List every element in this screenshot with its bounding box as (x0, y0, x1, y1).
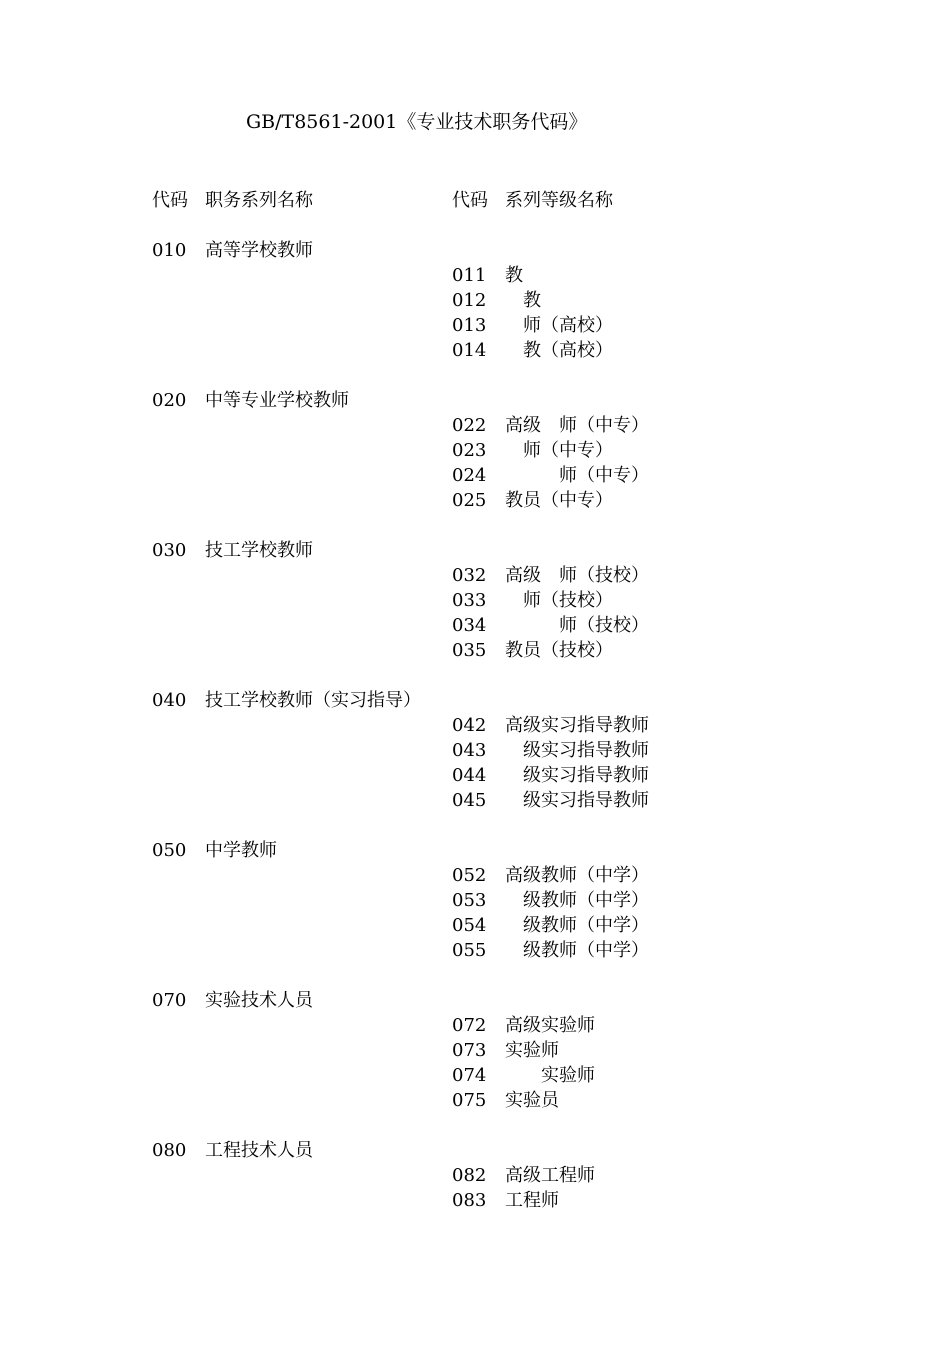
series-name: 工程技术人员 (205, 1140, 313, 1161)
level-name: 工程师 (505, 1190, 559, 1211)
series-code: 040 (152, 690, 187, 711)
level-code: 075 (452, 1090, 487, 1111)
level-name: 级实习指导教师 (505, 765, 649, 786)
level-name: 教员（中专） (505, 490, 613, 511)
level-name: 教 (505, 290, 541, 311)
level-code: 082 (452, 1165, 487, 1186)
level-code: 045 (452, 790, 487, 811)
level-name: 高级实验师 (505, 1015, 595, 1036)
series-name: 中学教师 (205, 840, 277, 861)
level-code: 044 (452, 765, 487, 786)
level-code: 033 (452, 590, 487, 611)
level-name: 师（中专） (505, 465, 649, 486)
series-code: 030 (152, 540, 187, 561)
level-code: 032 (452, 565, 487, 586)
level-code: 043 (452, 740, 487, 761)
level-code: 022 (452, 415, 487, 436)
header-name-left: 职务系列名称 (205, 190, 313, 211)
header-code-right: 代码 (452, 190, 488, 211)
level-name: 级实习指导教师 (505, 790, 649, 811)
level-code: 011 (452, 265, 487, 286)
level-code: 072 (452, 1015, 487, 1036)
level-name: 教员（技校） (505, 640, 613, 661)
level-name: 高级工程师 (505, 1165, 595, 1186)
series-name: 技工学校教师（实习指导） (205, 690, 421, 711)
level-code: 025 (452, 490, 487, 511)
level-code: 074 (452, 1065, 487, 1086)
level-code: 023 (452, 440, 487, 461)
level-name: 高级实习指导教师 (505, 715, 649, 736)
header-name-right: 系列等级名称 (505, 190, 613, 211)
document-title: GB/T8561-2001《专业技术职务代码》 (246, 111, 588, 133)
level-name: 师（技校） (505, 590, 613, 611)
level-name: 级实习指导教师 (505, 740, 649, 761)
level-name: 实验师 (505, 1065, 595, 1086)
level-name: 教 (505, 265, 523, 286)
series-name: 中等专业学校教师 (205, 390, 349, 411)
header-code-left: 代码 (152, 190, 188, 211)
series-name: 实验技术人员 (205, 990, 313, 1011)
level-name: 实验员 (505, 1090, 559, 1111)
level-name: 级教师（中学） (505, 890, 649, 911)
level-code: 052 (452, 865, 487, 886)
level-code: 054 (452, 915, 487, 936)
level-name: 高级 师（中专） (505, 415, 649, 436)
series-name: 技工学校教师 (205, 540, 313, 561)
level-code: 014 (452, 340, 487, 361)
level-code: 083 (452, 1190, 487, 1211)
level-code: 042 (452, 715, 487, 736)
series-code: 010 (152, 240, 187, 261)
level-name: 师（技校） (505, 615, 649, 636)
level-name: 师（高校） (505, 315, 613, 336)
level-code: 024 (452, 465, 487, 486)
level-code: 013 (452, 315, 487, 336)
level-code: 053 (452, 890, 487, 911)
level-code: 035 (452, 640, 487, 661)
level-name: 级教师（中学） (505, 940, 649, 961)
level-name: 教（高校） (505, 340, 613, 361)
level-name: 师（中专） (505, 440, 613, 461)
series-code: 070 (152, 990, 187, 1011)
level-code: 073 (452, 1040, 487, 1061)
level-name: 高级 师（技校） (505, 565, 649, 586)
level-code: 034 (452, 615, 487, 636)
series-code: 020 (152, 390, 187, 411)
series-name: 高等学校教师 (205, 240, 313, 261)
level-code: 055 (452, 940, 487, 961)
level-code: 012 (452, 290, 487, 311)
level-name: 高级教师（中学） (505, 865, 649, 886)
series-code: 080 (152, 1140, 187, 1161)
series-code: 050 (152, 840, 187, 861)
level-name: 级教师（中学） (505, 915, 649, 936)
level-name: 实验师 (505, 1040, 559, 1061)
